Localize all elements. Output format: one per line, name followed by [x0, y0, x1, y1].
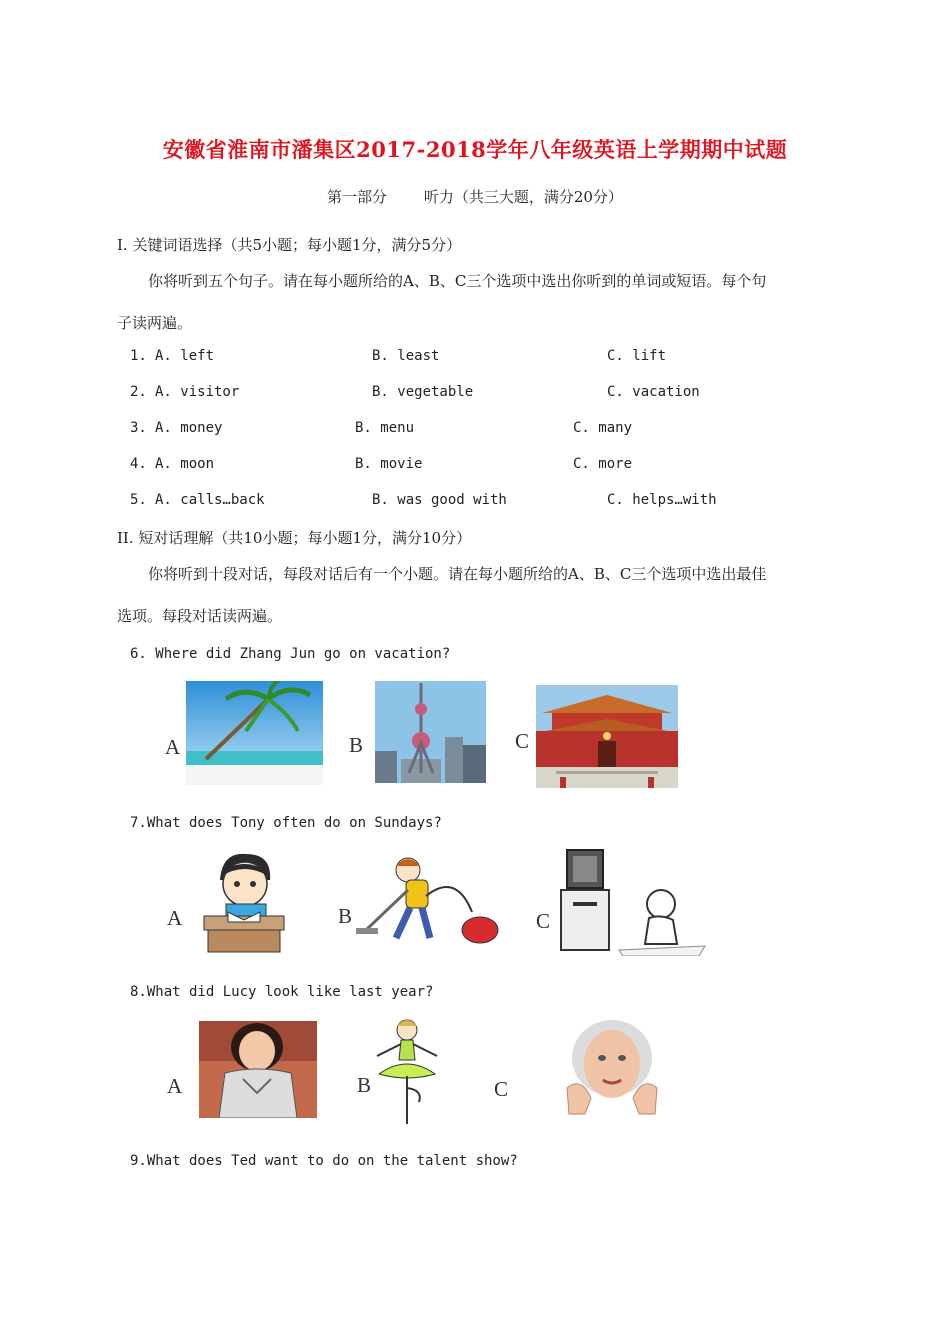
- picture-label-a: A: [167, 906, 183, 930]
- child-watching-tv-picture: [559, 846, 706, 956]
- question-9: 9.What does Ted want to do on the talent show?: [130, 1153, 518, 1169]
- option-c: C. more: [573, 456, 633, 472]
- option-c: C. many: [573, 420, 633, 436]
- woman-photo-picture: [199, 1021, 317, 1118]
- option-a: A. left: [155, 348, 215, 364]
- section1-instruction-line2: 子读两遍。: [117, 314, 193, 332]
- option-b: B. vegetable: [372, 384, 474, 400]
- option-c: C. vacation: [607, 384, 700, 400]
- page-title: 安徽省淮南市潘集区2017-2018学年八年级英语上学期期中试题: [162, 137, 788, 162]
- part-heading: [0, 186, 950, 207]
- boy-vacuuming-picture: [356, 852, 499, 947]
- boy-reading-picture: [198, 850, 290, 956]
- picture-label-a: A: [165, 735, 181, 759]
- question-number: 4.: [130, 456, 147, 472]
- picture-label-b: B: [357, 1073, 372, 1097]
- section1-instruction-line1: 你将听到五个句子。请在每小题所给的A、B、C三个选项中选出你听到的单词或短语。每个句: [148, 272, 767, 290]
- option-b: B. was good with: [372, 492, 507, 508]
- option-b: B. least: [372, 348, 440, 364]
- picture-label-b: B: [349, 733, 364, 757]
- old-woman-picture: [563, 1018, 661, 1115]
- picture-label-b: B: [338, 904, 353, 928]
- picture-label-c: C: [515, 729, 530, 753]
- question-8: 8.What did Lucy look like last year?: [130, 984, 434, 1000]
- ballet-girl-picture: [371, 1016, 444, 1128]
- option-b: B. movie: [355, 456, 423, 472]
- question-number: 3.: [130, 420, 147, 436]
- question-number: 1.: [130, 348, 147, 364]
- option-a: A. calls…back: [155, 492, 265, 508]
- question-6: 6. Where did Zhang Jun go on vacation?: [130, 646, 451, 662]
- city-tower-picture: [375, 681, 486, 783]
- part-desc: 听力（共三大题，满分20分）: [423, 188, 623, 206]
- option-c: C. lift: [607, 348, 667, 364]
- option-a: A. moon: [155, 456, 215, 472]
- question-number: 5.: [130, 492, 147, 508]
- section2-instruction-line1: 你将听到十段对话，每段对话后有一个小题。请在每小题所给的A、B、C三个选项中选出最佳: [148, 565, 767, 583]
- tiananmen-picture: [536, 685, 678, 788]
- option-a: A. visitor: [155, 384, 240, 400]
- section2-heading: II. 短对话理解（共10小题；每小题1分，满分10分）: [117, 529, 472, 547]
- option-c: C. helps…with: [607, 492, 717, 508]
- option-a: A. money: [155, 420, 223, 436]
- option-b: B. menu: [355, 420, 415, 436]
- picture-label-a: A: [167, 1074, 183, 1098]
- section2-instruction-line2: 选项。每段对话读两遍。: [117, 607, 283, 625]
- beach-palm-picture: [186, 681, 323, 785]
- section1-heading: I. 关键词语选择（共5小题；每小题1分，满分5分）: [117, 236, 462, 254]
- question-7: 7.What does Tony often do on Sundays?: [130, 815, 442, 831]
- part-name: 第一部分: [327, 188, 388, 206]
- picture-label-c: C: [494, 1077, 509, 1101]
- question-number: 2.: [130, 384, 147, 400]
- picture-label-c: C: [536, 909, 551, 933]
